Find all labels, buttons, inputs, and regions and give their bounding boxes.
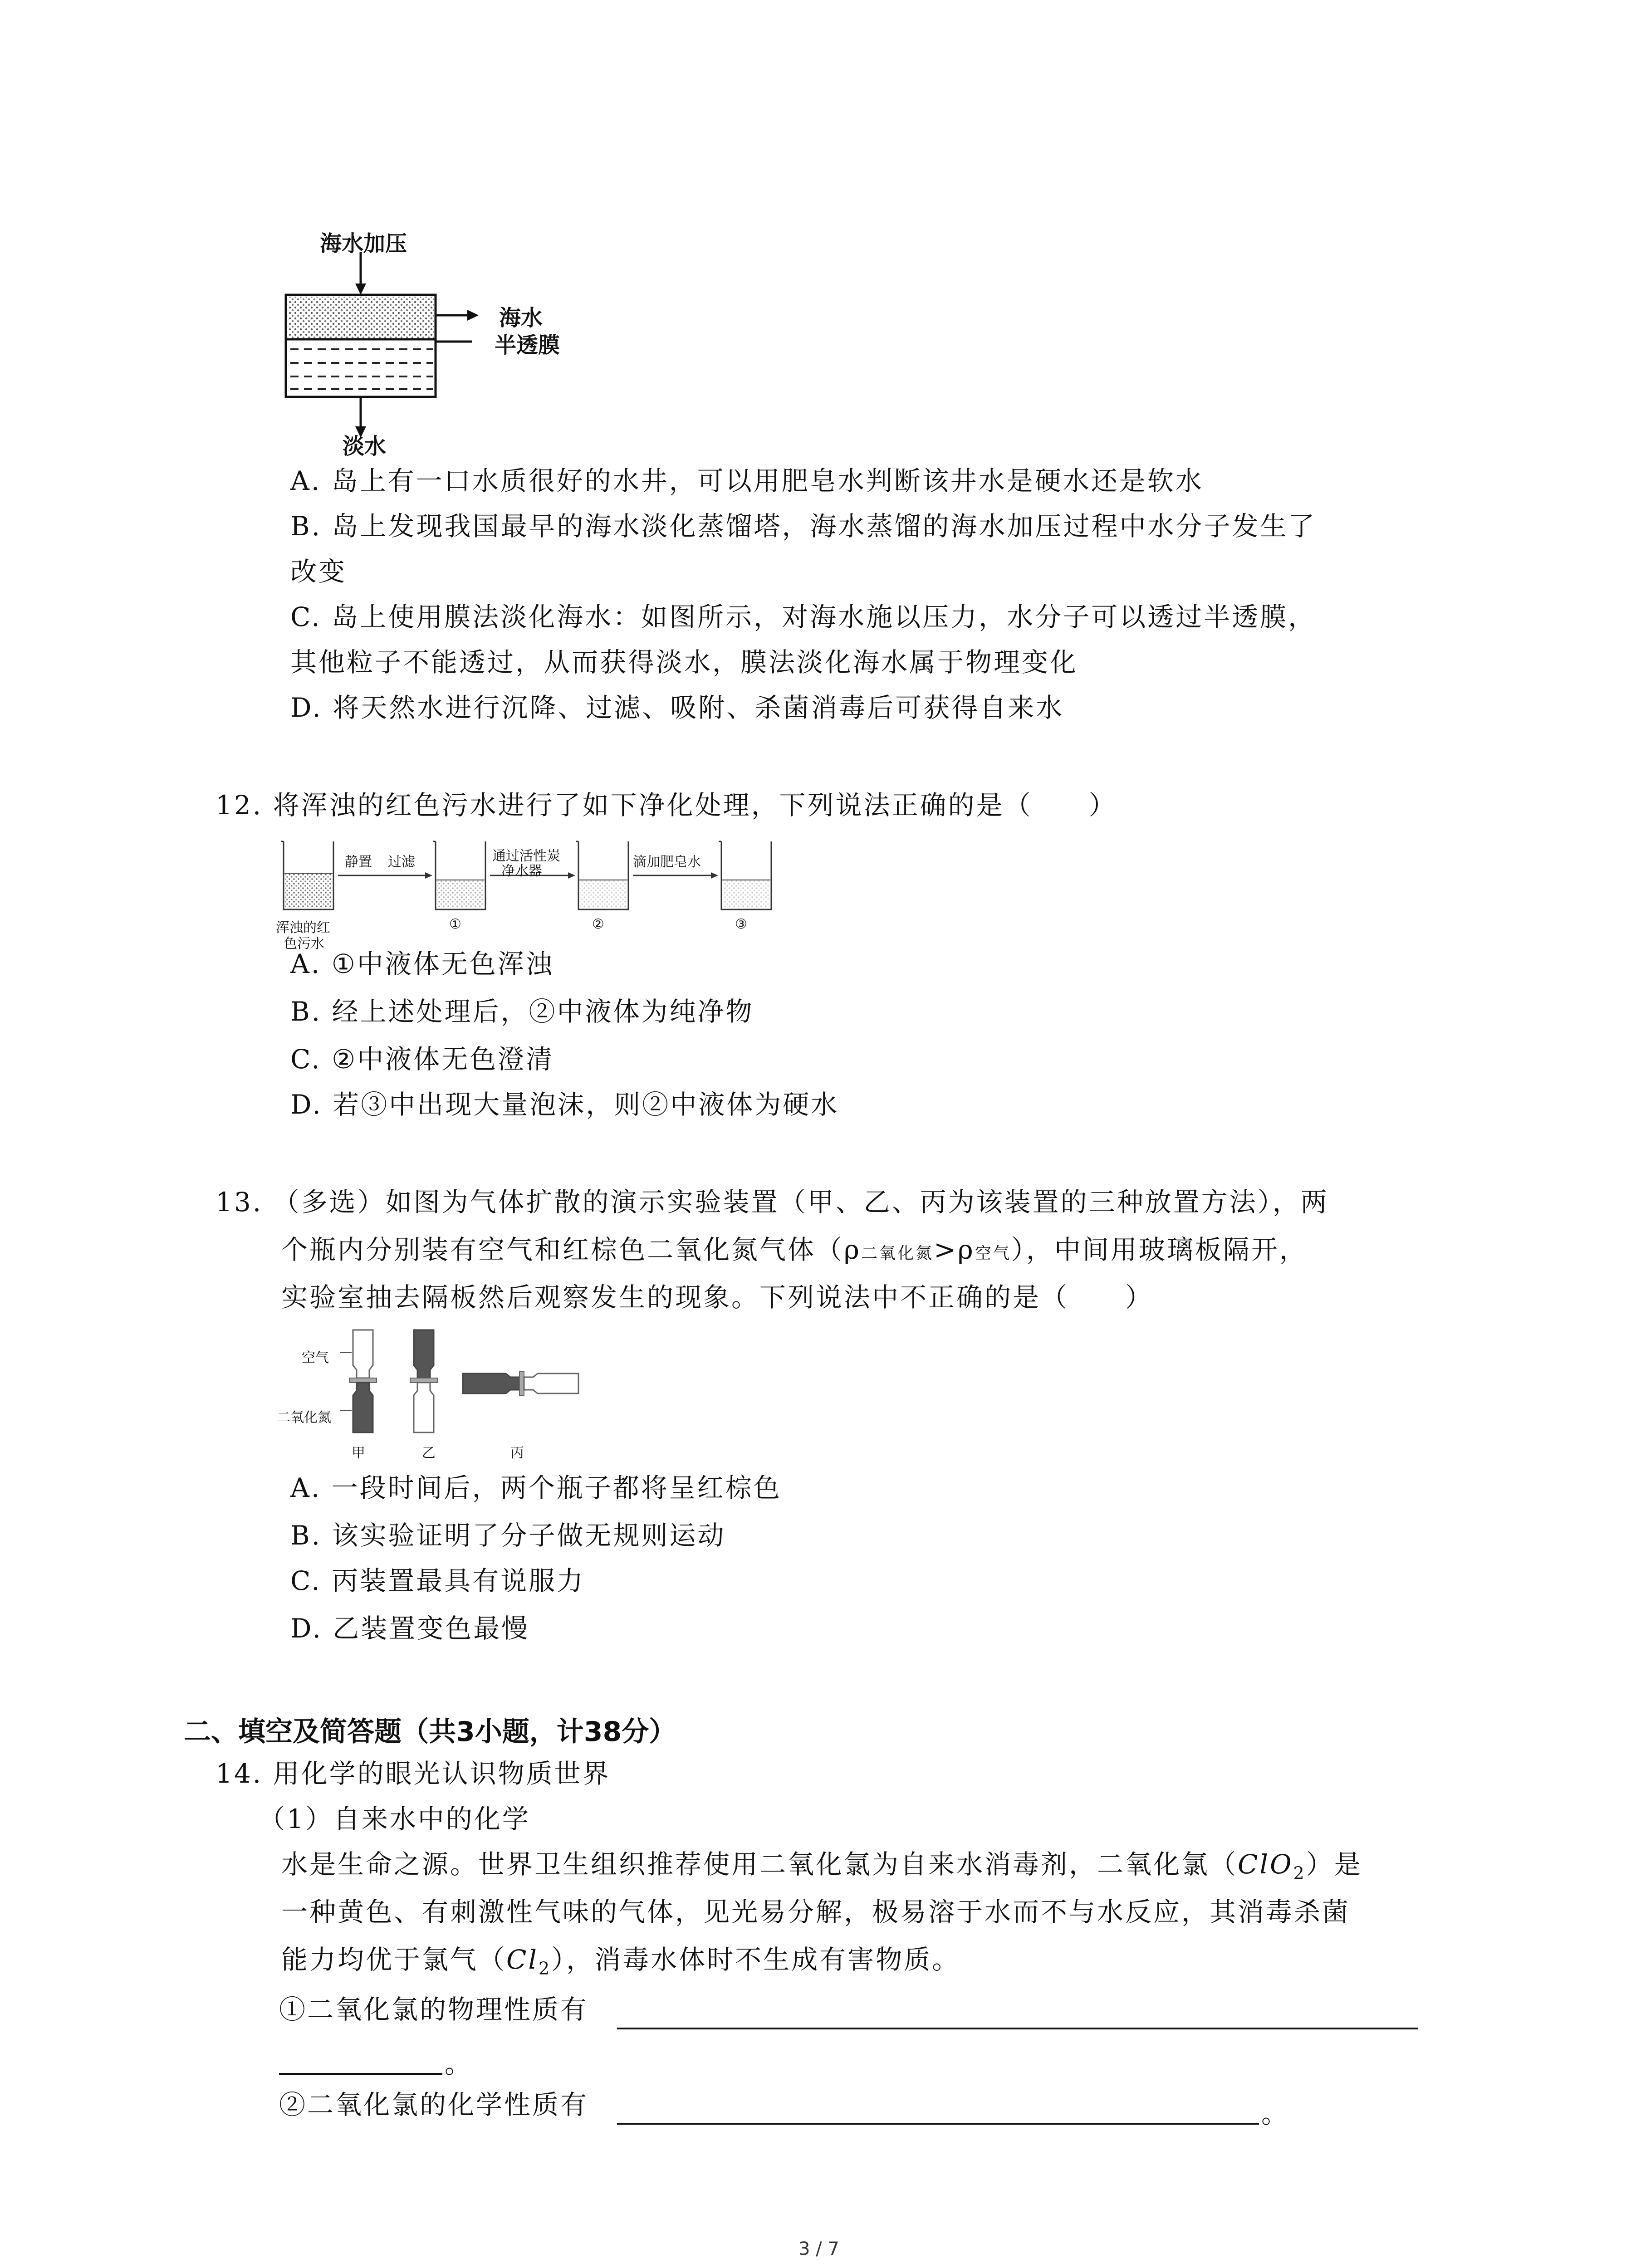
q14-paragraph-line3 — [281, 1941, 960, 1987]
q13-option-b: B. 该实验证明了分子做无规则运动 — [290, 1520, 726, 1551]
q11-option-d: D. 将天然水进行沉降、过滤、吸附、杀菌消毒后可获得自来水 — [290, 692, 1064, 723]
q14-stem: 14. 用化学的眼光认识物质世界 — [216, 1758, 611, 1789]
label-yi: 乙 — [422, 1445, 436, 1461]
page-number: 3 / 7 — [798, 2239, 839, 2259]
label-fresh-water: 淡水 — [343, 434, 387, 459]
section-title: 二、填空及简答题（共3小题，计38分） — [184, 1716, 676, 1748]
q12-option-d: D. 若③中出现大量泡沫，则②中液体为硬水 — [290, 1089, 839, 1120]
q13-rho-sub-air: 空气 — [975, 1244, 1011, 1263]
formula-clo2-sub: 2 — [1293, 1863, 1306, 1883]
label-beaker-3: ③ — [735, 916, 747, 932]
q14-para-3a: 能力均优于氯气（ — [281, 1944, 507, 1975]
q14-para-1b: ）是 — [1306, 1849, 1362, 1880]
q13-option-d: D. 乙装置变色最慢 — [290, 1613, 530, 1644]
label-settle: 静置 — [345, 854, 372, 870]
q13-rho-sub-no2: 二氧化氮 — [861, 1244, 934, 1263]
q12-option-b: B. 经上述处理后，②中液体为纯净物 — [290, 996, 754, 1027]
label-jia: 甲 — [352, 1445, 365, 1461]
label-beaker-1: ① — [449, 916, 461, 932]
q14-blank1-end: 。 — [445, 2048, 473, 2079]
label-turbid-red-2: 色污水 — [284, 936, 324, 952]
q14-blank2-end: 。 — [1261, 2098, 1290, 2129]
membrane-diagram — [272, 252, 526, 451]
q11-option-b: B. 岛上发现我国最早的海水淡化蒸馏塔，海水蒸馏的海水加压过程中水分子发生了 — [290, 511, 1317, 542]
q12-option-c: C. ②中液体无色澄清 — [290, 1044, 554, 1075]
q14-para-3b: ），消毒水体时不生成有害物质。 — [551, 1944, 960, 1975]
q13-option-a: A. 一段时间后，两个瓶子都将呈红棕色 — [290, 1472, 782, 1503]
label-filter: 过滤 — [388, 854, 415, 870]
q14-paragraph-line1 — [281, 1846, 1362, 1892]
label-turbid-red-1: 浑浊的红 — [276, 920, 330, 936]
formula-cl2: Cl — [506, 1944, 539, 1975]
q13-stem-part-b: >ρ — [934, 1234, 975, 1265]
q14-paragraph-line2: 一种黄色、有刺激性气味的气体，见光易分解，极易溶于水而不与水反应，其消毒杀菌 — [281, 1897, 1351, 1927]
label-air: 空气 — [302, 1350, 329, 1366]
label-no2: 二氧化氮 — [277, 1410, 331, 1426]
q13-option-c: C. 丙装置最具有说服力 — [290, 1565, 585, 1596]
answer-blank-1[interactable] — [617, 2028, 1418, 2029]
label-seawater-pressure: 海水加压 — [320, 231, 407, 256]
label-seawater: 海水 — [499, 305, 543, 331]
q12-option-a: A. ①中液体无色浑浊 — [290, 948, 554, 979]
q13-stem-part-a: 个瓶内分别装有空气和红棕色二氧化氮气体（ρ — [281, 1234, 862, 1265]
q14-part1-title: （1）自来水中的化学 — [259, 1804, 530, 1834]
label-activated-carbon: 通过活性炭 — [492, 848, 560, 864]
q11-option-c-cont: 其他粒子不能透过，从而获得淡水，膜法淡化海水属于物理变化 — [290, 647, 1078, 678]
formula-clo2: ClO — [1238, 1849, 1293, 1880]
q13-stem-line3: 实验室抽去隔板然后观察发生的现象。下列说法中不正确的是（ ） — [281, 1282, 1154, 1313]
formula-cl2-sub: 2 — [538, 1958, 552, 1979]
answer-blank-1-cont[interactable] — [279, 2073, 442, 2075]
diffusion-diagram — [327, 1325, 581, 1452]
answer-blank-2[interactable] — [617, 2123, 1259, 2125]
q12-stem: 12. 将浑浊的红色污水进行了如下净化处理，下列说法正确的是（ ） — [216, 790, 1117, 821]
q13-stem-part-c: ），中间用玻璃板隔开， — [1011, 1234, 1308, 1265]
label-beaker-2: ② — [592, 916, 604, 932]
q11-option-a: A. 岛上有一口水质很好的水井，可以用肥皂水判断该井水是硬水还是软水 — [290, 465, 1204, 496]
q13-stem-line2 — [281, 1232, 1308, 1272]
q11-option-c: C. 岛上使用膜法淡化海水：如图所示，对海水施以压力，水分子可以透过半透膜， — [290, 601, 1317, 632]
q14-para-1a: 水是生命之源。世界卫生组织推荐使用二氧化氯为自来水消毒剂，二氧化氯（ — [281, 1849, 1238, 1880]
q14-blank2-label: ②二氧化氯的化学性质有 — [279, 2089, 589, 2120]
label-soap-water: 滴加肥皂水 — [633, 854, 701, 870]
label-bing: 丙 — [510, 1445, 524, 1461]
q11-option-b-cont: 改变 — [290, 556, 347, 587]
label-membrane: 半透膜 — [495, 332, 560, 358]
q14-blank1-label: ①二氧化氯的物理性质有 — [279, 1994, 589, 2025]
q13-stem-line1: 13. （多选）如图为气体扩散的演示实验装置（甲、乙、丙为该装置的三种放置方法），两 — [216, 1187, 1329, 1217]
label-purifier: 净水器 — [501, 863, 542, 879]
